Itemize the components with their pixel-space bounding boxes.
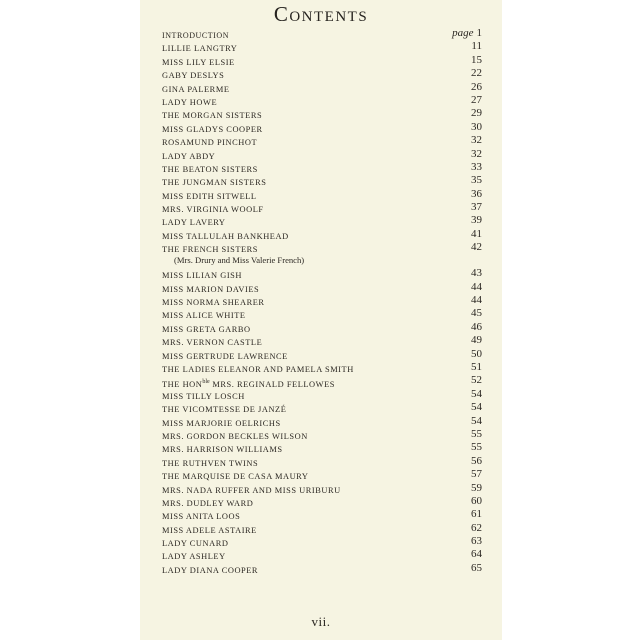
toc-entry — [162, 481, 482, 497]
toc-entry-title: MISS GLADYS COOPER — [162, 124, 263, 134]
toc-entry — [162, 403, 482, 416]
toc-entry — [162, 347, 482, 363]
toc-entry-page: 51 — [471, 360, 482, 373]
toc-entry-page: 57 — [471, 468, 482, 481]
toc-entry-title: THE VICOMTESSE DE JANZÉ — [162, 405, 287, 415]
page-title: Contents — [273, 2, 369, 26]
toc-entry-page: 64 — [471, 548, 482, 561]
toc-entry-page: 33 — [471, 160, 482, 173]
toc-entry-page: 32 — [471, 147, 482, 160]
toc-entry — [162, 227, 482, 243]
toc-entry-title: THE RUTHVEN TWINS — [162, 458, 259, 468]
toc-entry — [162, 243, 482, 269]
toc-entry-title: GABY DESLYS — [162, 71, 225, 81]
toc-entry-title: THE MORGAN SISTERS — [162, 111, 263, 121]
toc-entry — [162, 561, 482, 577]
toc-entry-page: 41 — [471, 227, 482, 240]
toc-entry — [162, 176, 482, 189]
toc-entry — [162, 427, 482, 443]
toc-entry-title: MISS EDITH SITWELL — [162, 191, 257, 201]
toc-entry-title: LADY HOWE — [162, 97, 218, 107]
toc-entry — [162, 69, 482, 82]
toc-entry — [162, 120, 482, 136]
toc-entry — [162, 93, 482, 109]
toc-entry-title: LADY ASHLEY — [162, 552, 226, 562]
toc-entry-title: MRS. GORDON BECKLES WILSON — [162, 431, 308, 441]
toc-entry-page: 54 — [471, 387, 482, 400]
toc-entry-title: MISS ADELE ASTAIRE — [162, 525, 257, 535]
contents-list — [162, 29, 482, 577]
toc-entry — [162, 216, 482, 229]
toc-entry-title: THE MARQUISE DE CASA MAURY — [162, 472, 309, 482]
toc-entry-title: MRS. DUDLEY WARD — [162, 498, 254, 508]
toc-entry-page-number: 1 — [476, 27, 482, 39]
toc-entry — [162, 269, 482, 282]
toc-entry-title: LADY DIANA COOPER — [162, 565, 259, 575]
toc-entry — [162, 510, 482, 523]
toc-entry-title: MISS LILIAN GISH — [162, 271, 242, 281]
toc-entry — [162, 443, 482, 456]
toc-entry-page: 27 — [471, 93, 482, 106]
toc-entry — [162, 160, 482, 176]
toc-entry-title: THE BEATON SISTERS — [162, 164, 258, 174]
toc-entry-page: 62 — [471, 521, 482, 534]
toc-entry-page: 43 — [471, 267, 482, 280]
page-label: page — [452, 27, 474, 39]
toc-entry-page: 59 — [471, 481, 482, 494]
toc-entry-title: THE FRENCH SISTERS — [162, 245, 258, 255]
toc-entry-page: 42 — [471, 241, 482, 254]
toc-entry — [162, 136, 482, 149]
superscript-honorific: ble — [202, 379, 210, 386]
toc-entry-title-part: MRS. REGINALD FELLOWES — [209, 380, 335, 390]
toc-entry-title: LADY LAVERY — [162, 218, 226, 228]
toc-entry-page: 60 — [471, 494, 482, 507]
toc-entry-title: MISS ALICE WHITE — [162, 311, 246, 321]
toc-entry-page: 52 — [471, 374, 482, 387]
toc-entry — [162, 336, 482, 349]
toc-entry-page: 63 — [471, 535, 482, 548]
toc-entry-page: 36 — [471, 187, 482, 200]
toc-entry-title: MRS. VERNON CASTLE — [162, 338, 263, 348]
toc-entry-title: ROSAMUND PINCHOT — [162, 138, 258, 148]
toc-entry-page: 32 — [471, 134, 482, 147]
toc-entry-title-part: THE HON — [162, 380, 203, 390]
toc-entry-title: LADY CUNARD — [162, 539, 229, 549]
toc-entry-page: 15 — [471, 53, 482, 66]
toc-entry — [162, 320, 482, 336]
toc-entry-title: MISS ANITA LOOS — [162, 512, 241, 522]
toc-entry — [162, 296, 482, 309]
toc-entry-page: 22 — [471, 67, 482, 80]
toc-entry-page: 29 — [471, 107, 482, 120]
toc-entry-title: GINA PALERME — [162, 84, 230, 94]
toc-entry — [162, 414, 482, 430]
toc-entry-page: 65 — [471, 561, 482, 574]
toc-entry-title: MISS MARJORIE OELRICHS — [162, 418, 281, 428]
toc-entry — [162, 42, 482, 55]
toc-entry — [162, 521, 482, 537]
toc-entry — [162, 494, 482, 510]
toc-entry-title: MISS TALLULAH BANKHEAD — [162, 231, 289, 241]
toc-entry-title: MISS GERTRUDE LAWRENCE — [162, 351, 288, 361]
page-folio: vii. — [311, 614, 331, 629]
toc-entry-title: MRS. HARRISON WILLIAMS — [162, 445, 283, 455]
toc-entry-title: MISS TILLY LOSCH — [162, 391, 245, 401]
toc-entry-page: 46 — [471, 320, 482, 333]
toc-entry-title: MISS LILY ELSIE — [162, 57, 235, 67]
toc-entry-page: 44 — [471, 280, 482, 293]
toc-entry — [162, 376, 482, 389]
toc-entry — [162, 550, 482, 563]
toc-entry — [162, 147, 482, 163]
toc-entry-title: MRS. VIRGINIA WOOLF — [162, 205, 264, 215]
toc-entry — [162, 387, 482, 403]
toc-entry-title: LADY ABDY — [162, 151, 216, 161]
toc-entry — [162, 360, 482, 376]
toc-entry-title: LILLIE LANGTRY — [162, 44, 238, 54]
toc-entry-page: 54 — [471, 414, 482, 427]
toc-entry-page: 11 — [471, 40, 482, 53]
toc-entry — [162, 109, 482, 122]
toc-entry — [162, 280, 482, 296]
toc-entry-page: 30 — [471, 120, 482, 133]
toc-entry-title: THE JUNGMAN SISTERS — [162, 178, 267, 188]
toc-entry-title: THE LADIES ELEANOR AND PAMELA SMITH — [162, 364, 354, 374]
toc-entry-page: 50 — [471, 347, 482, 360]
toc-entry — [162, 53, 482, 69]
toc-entry-page: 44 — [471, 294, 482, 307]
toc-entry — [162, 470, 482, 483]
toc-entry-title: MISS GRETA GARBO — [162, 324, 251, 334]
toc-entry — [162, 454, 482, 470]
toc-entry-subtitle: (Mrs. Drury and Miss Valerie French) — [174, 255, 305, 266]
toc-entry-page — [452, 27, 482, 40]
toc-entry-page: 26 — [471, 80, 482, 93]
toc-entry-page: 37 — [471, 201, 482, 214]
toc-entry — [162, 29, 482, 42]
toc-entry-page: 56 — [471, 454, 482, 467]
toc-entry-page: 54 — [471, 401, 482, 414]
toc-entry-title: MISS NORMA SHEARER — [162, 298, 265, 308]
toc-entry-title: MISS MARION DAVIES — [162, 284, 260, 294]
toc-entry-page: 39 — [471, 214, 482, 227]
toc-entry-title: MRS. NADA RUFFER AND MISS URIBURU — [162, 485, 341, 495]
toc-entry — [162, 309, 482, 322]
toc-entry-page: 35 — [471, 174, 482, 187]
toc-entry — [162, 203, 482, 216]
toc-entry-page: 55 — [471, 427, 482, 440]
toc-entry-page: 61 — [471, 508, 482, 521]
toc-entry — [162, 537, 482, 550]
toc-entry — [162, 80, 482, 96]
toc-entry-page: 45 — [471, 307, 482, 320]
toc-entry-page: 49 — [471, 334, 482, 347]
toc-entry-title: INTRODUCTION — [162, 31, 230, 40]
toc-entry — [162, 187, 482, 203]
toc-entry-page: 55 — [471, 441, 482, 454]
